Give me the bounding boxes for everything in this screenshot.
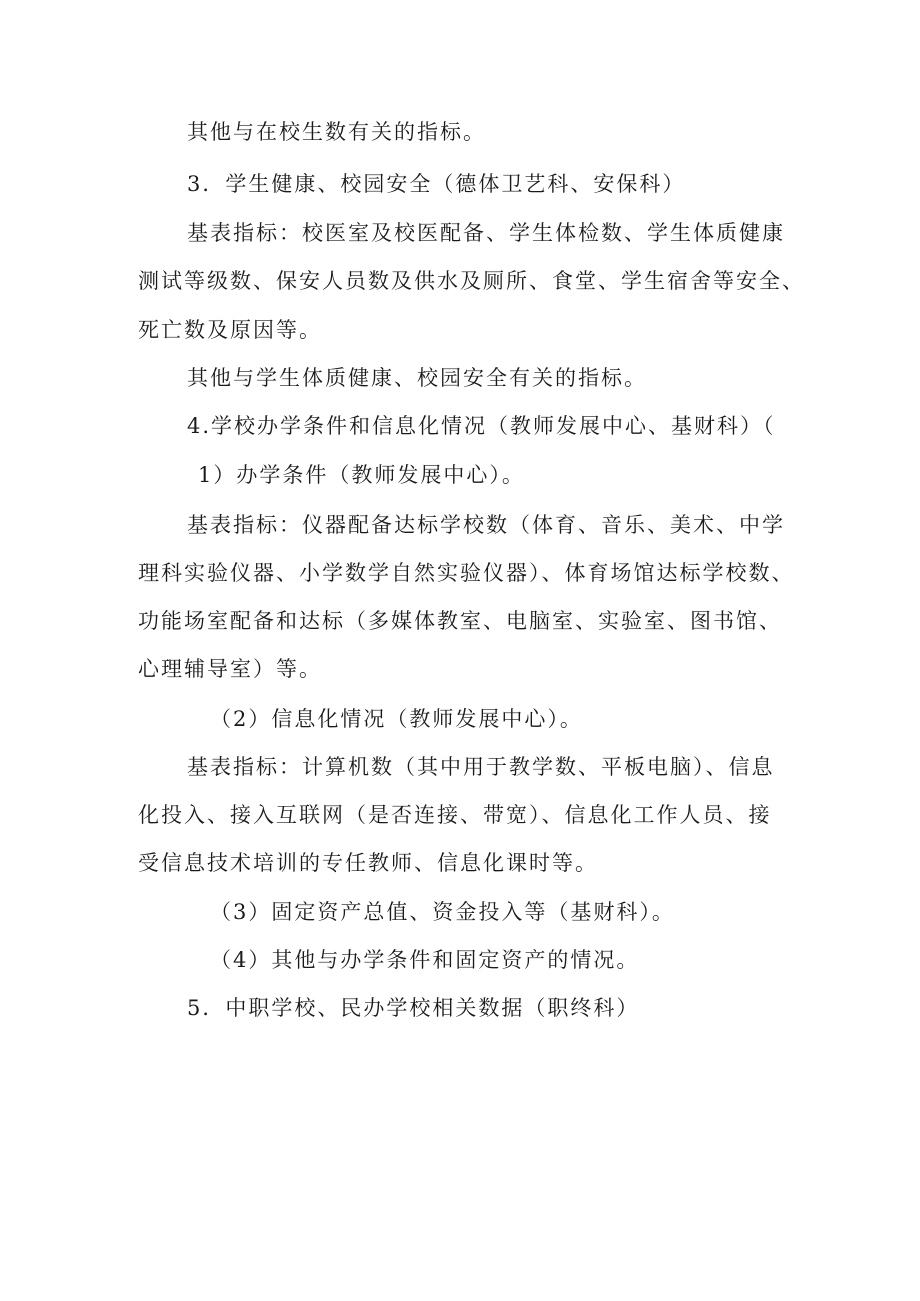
text-line: 基表指标：仪器配备达标学校数（体育、音乐、美术、中学 (187, 513, 785, 537)
subsection-heading: 1）办学条件（教师发展中心）。 (198, 463, 525, 487)
text-line: 基表指标：计算机数（其中用于教学数、平板电脑）、信息 (187, 755, 775, 779)
subsection-heading: （2）信息化情况（教师发展中心）。 (210, 707, 583, 731)
section-heading: 3．学生健康、校园安全（德体卫艺科、安保科） (187, 172, 686, 196)
text-line: 死亡数及原因等。 (138, 318, 322, 342)
subsection-heading: （3）固定资产总值、资金投入等（基财科）。 (210, 900, 675, 924)
text-line: 测试等级数、保安人员数及供水及厕所、食堂、学生宿舍等安全、 (138, 269, 805, 293)
text-line: 化投入、接入互联网（是否连接、带宽）、信息化工作人员、接 (138, 803, 772, 827)
text-line: 其他与学生体质健康、校园安全有关的指标。 (187, 366, 647, 390)
subsection-heading: （4）其他与办学条件和固定资产的情况。 (210, 948, 640, 972)
text-line: 功能场室配备和达标（多媒体教室、电脑室、实验室、图书馆、 (138, 609, 782, 633)
section-heading: 4.学校办学条件和信息化情况（教师发展中心、基财科）（ (187, 414, 776, 438)
text-line: 基表指标：校医室及校医配备、学生体检数、学生体质健康 (187, 221, 785, 245)
text-line: 受信息技术培训的专任教师、信息化课时等。 (138, 851, 598, 875)
text-line: 理科实验仪器、小学数学自然实验仪器）、体育场馆达标学校数、 (138, 561, 795, 585)
section-heading: 5．中职学校、民办学校相关数据（职终科） (187, 996, 640, 1020)
text-line: 其他与在校生数有关的指标。 (187, 120, 486, 144)
text-line: 心理辅导室）等。 (138, 657, 322, 681)
